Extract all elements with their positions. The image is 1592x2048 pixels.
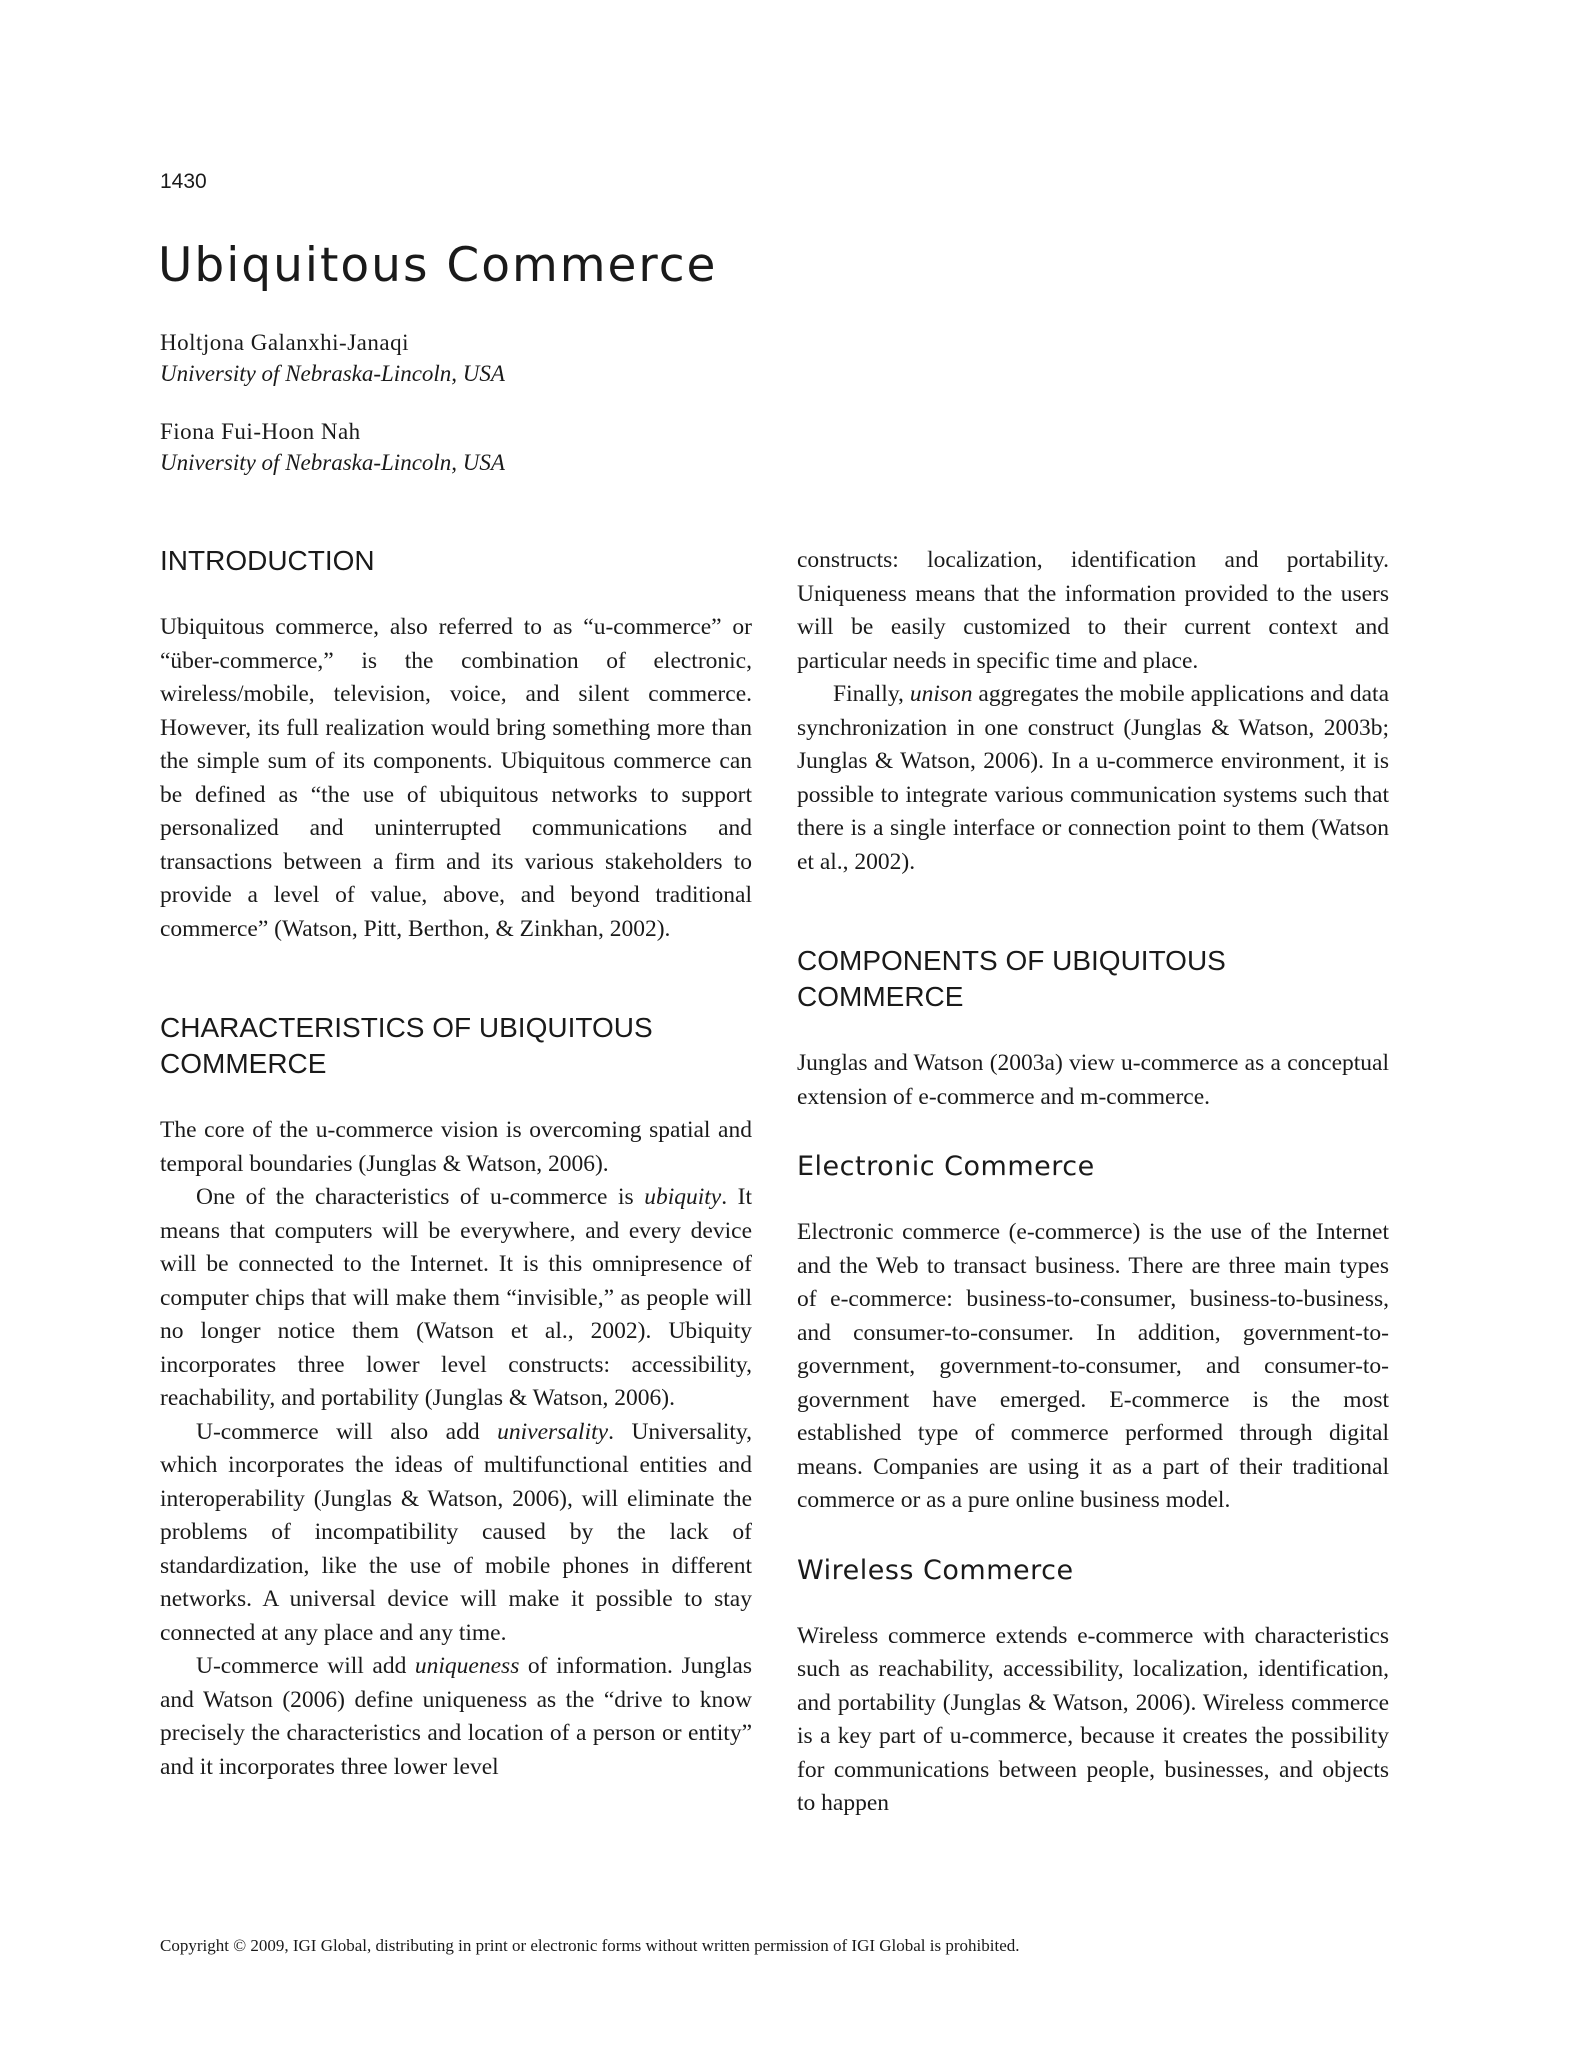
characteristics-paragraph-4	[160, 1650, 752, 1784]
introduction-heading: INTRODUCTION	[160, 545, 375, 576]
term-unison: unison	[909, 681, 973, 707]
author-entry	[160, 327, 505, 389]
author-name: Holtjona Galanxhi-Janaqi	[160, 330, 409, 355]
term-ubiquity: ubiquity	[644, 1184, 722, 1210]
text-run: U-commerce will also add	[196, 1418, 498, 1445]
text-run: Finally,	[833, 681, 910, 707]
author-affiliation: University of Nebraska-Lincoln, USA	[160, 450, 505, 475]
page-number: 1430	[160, 170, 207, 193]
term-uniqueness: uniqueness	[414, 1653, 520, 1679]
text-run: . It means that computers will be everywhere, and every device will be connected to the Internet. It is this omnipresence of computer chips that will make them “invisible,” as people will no longer notice them (Watson et al., 2002). Ubiquity incorporates three lower level constructs: accessibility, reachability, and portability (Junglas & Watson, 2006).	[160, 1184, 752, 1411]
text-run: One of the characteristics of u-commerce is	[196, 1184, 645, 1210]
characteristics-paragraph-2	[160, 1181, 752, 1416]
right-column	[797, 544, 1389, 1821]
page-title: Ubiquitous Commerce	[158, 238, 718, 293]
text-run: aggregates the mobile applications and data synchronization in one construct (Junglas & Watson, 2003b; Junglas & Watson, 2006). In a u-commerce environment, it is possible to integrate various communication systems such that there is a single interface or connection point to them (Watson et al., 2002).	[797, 681, 1390, 875]
text-run: of information. Junglas and Watson (2006) define uniqueness as the “drive to know precisely the characteristics and location of a person or entity” and it incorporates three lower level	[160, 1653, 753, 1780]
characteristics-paragraph-3	[160, 1416, 752, 1651]
text-run: U-commerce will add	[196, 1653, 415, 1679]
characteristics-paragraph-5	[797, 678, 1389, 879]
copyright-notice: Copyright © 2009, IGI Global, distributing in print or electronic forms without written permission of IGI Global is prohibited.	[160, 1936, 1020, 1955]
components-heading: COMPONENTS OF UBIQUITOUS COMMERCE	[797, 945, 1226, 1012]
components-paragraph: Junglas and Watson (2003a) view u-commerce as a conceptual extension of e-commerce and m-commerce.	[797, 1050, 1389, 1110]
characteristics-heading: CHARACTERISTICS OF UBIQUITOUS COMMERCE	[160, 1012, 653, 1079]
wireless-commerce-heading: Wireless Commerce	[797, 1554, 1074, 1586]
author-affiliation: University of Nebraska-Lincoln, USA	[160, 361, 505, 386]
wireless-commerce-paragraph: Wireless commerce extends e-commerce with characteristics such as reachability, accessibility, localization, identification, and portability (Junglas & Watson, 2006). Wireless commerce is a key part of u-commerce, because it creates the possibility for communications between people, businesses, and objects to happen	[797, 1622, 1389, 1816]
characteristics-paragraph-4-continued: constructs: localization, identification and portability. Uniqueness means that the information provided to the users will be easily customized to their current context and particular needs in specific time and place.	[797, 547, 1389, 674]
term-universality: universality	[497, 1418, 609, 1445]
text-run: . Universality, which incorporates the ideas of multifunctional entities and interoperability (Junglas & Watson, 2006), will eliminate the problems of incompatibility caused by the lack of standardization, like the use of mobile phones in different networks. A universal device will make it possible to stay connected at any place and any time.	[160, 1418, 752, 1646]
characteristics-paragraph-1: The core of the u-commerce vision is overcoming spatial and temporal boundaries (Junglas & Watson, 2006).	[160, 1117, 752, 1177]
author-entry	[160, 416, 505, 478]
author-name: Fiona Fui-Hoon Nah	[160, 419, 361, 444]
electronic-commerce-heading: Electronic Commerce	[797, 1151, 1095, 1182]
left-column	[160, 543, 752, 1784]
author-block	[160, 327, 505, 505]
introduction-paragraph: Ubiquitous commerce, also referred to as “u-commerce” or “über-commerce,” is the combination of electronic, wireless/mobile, television, voice, and silent commerce. However, its full realization would bring something more than the simple sum of its components. Ubiquitous commerce can be defined as “the use of ubiquitous networks to support personalized and uninterrupted communications and transactions between a firm and its various stakeholders to provide a level of value, above, and beyond traditional commerce” (Watson, Pitt, Berthon, & Zinkhan, 2002).	[160, 614, 752, 942]
electronic-commerce-paragraph: Electronic commerce (e-commerce) is the use of the Internet and the Web to transact business. There are three main types of e-commerce: business-to-consumer, business-to-business, and consumer-to-consumer. In addition, government-to-government, government-to-consumer, and consumer-to-government have emerged. E-commerce is the most established type of commerce performed through digital means. Companies are using it as a part of their traditional commerce or as a pure online business model.	[797, 1219, 1389, 1513]
